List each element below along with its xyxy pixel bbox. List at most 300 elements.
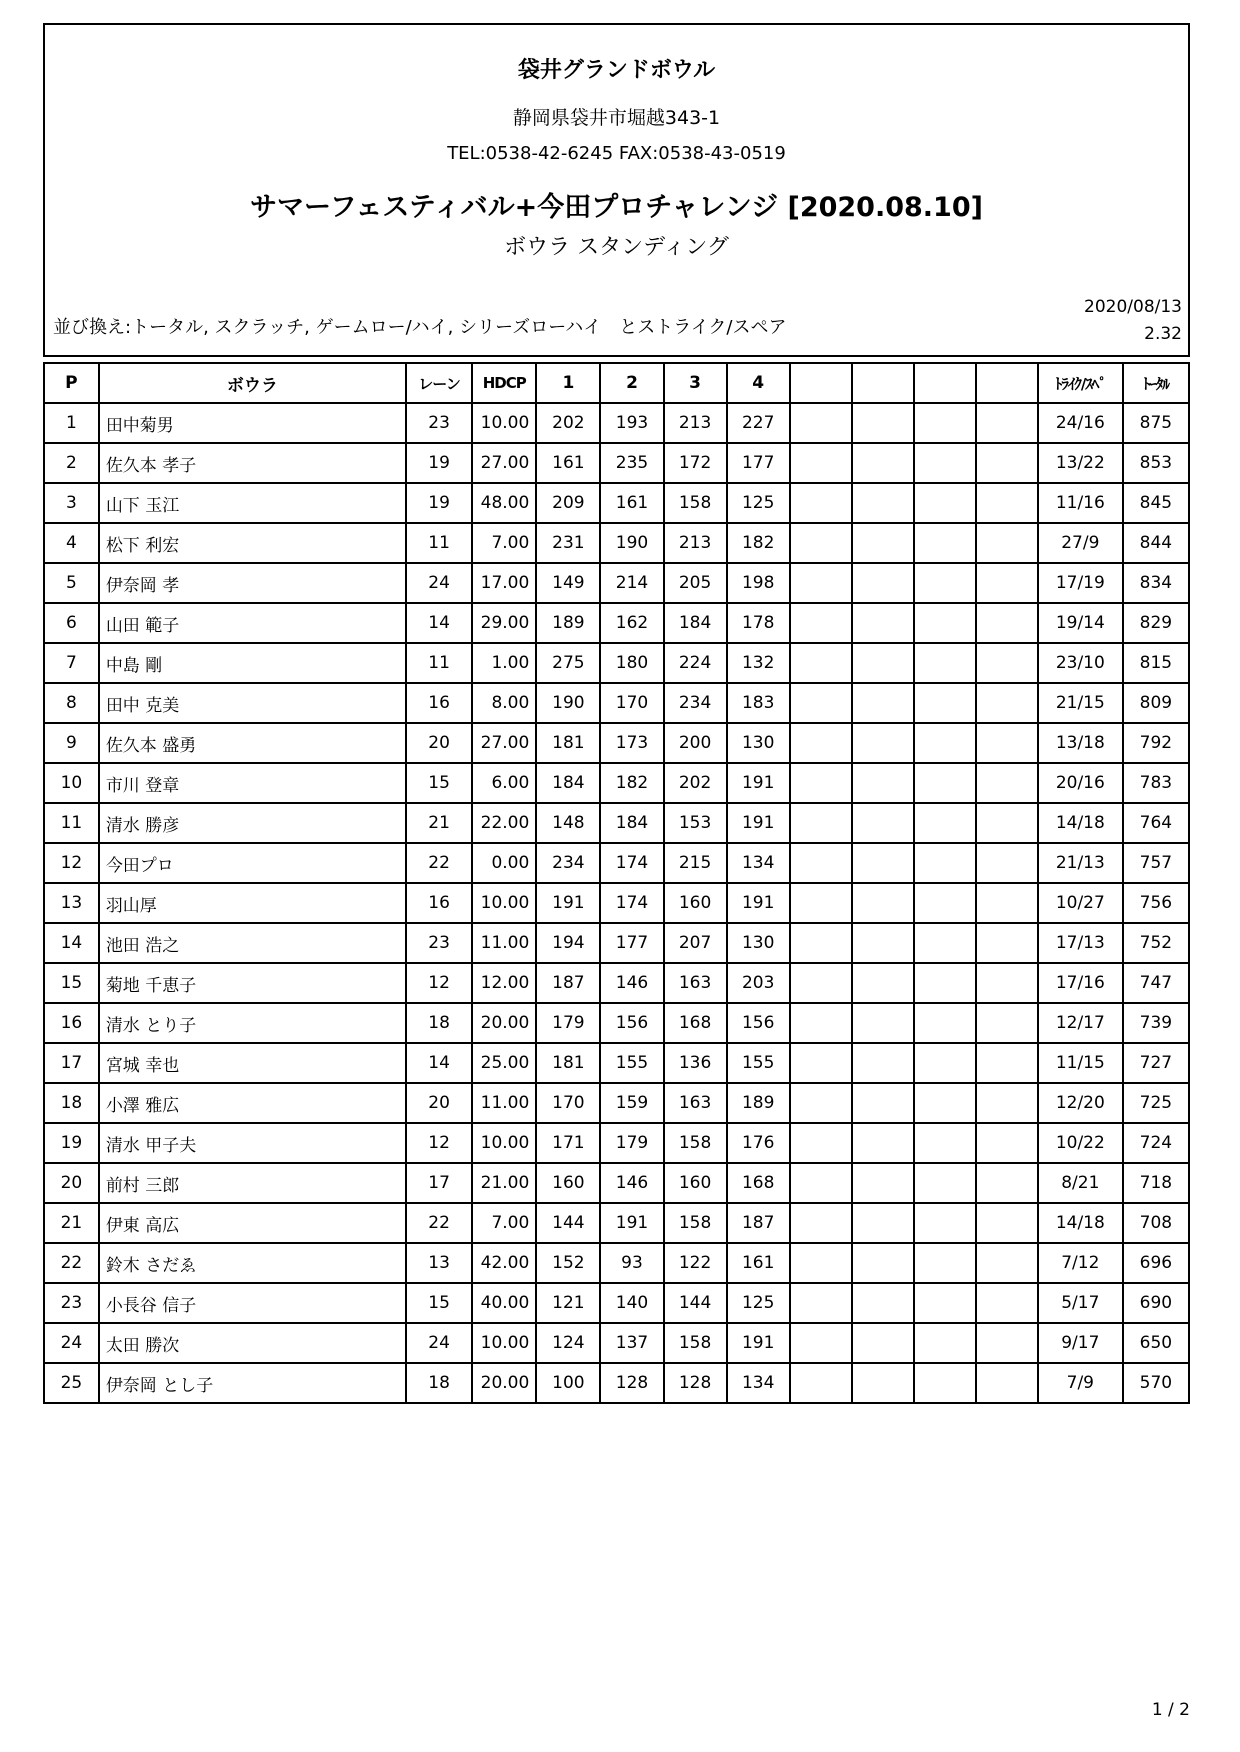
- position-cell: 20: [44, 1163, 99, 1203]
- game-3-cell: 184: [664, 603, 727, 643]
- total-cell: 834: [1123, 563, 1189, 603]
- lane-cell: 19: [406, 483, 472, 523]
- game-7-cell: [914, 883, 976, 923]
- game-8-cell: [976, 923, 1038, 963]
- print-date: 2020/08/13: [1084, 297, 1182, 317]
- game-7-cell: [914, 1243, 976, 1283]
- game-1-cell: 121: [536, 1283, 600, 1323]
- standings-table: [43, 362, 1190, 1404]
- game-8-cell: [976, 563, 1038, 603]
- lane-cell: 15: [406, 763, 472, 803]
- game-5-cell: [790, 683, 852, 723]
- col-header-game-1: 1: [536, 363, 600, 403]
- bowler-name-cell: 田中 克美: [99, 683, 406, 723]
- bowler-name-cell: 池田 浩之: [99, 923, 406, 963]
- position-cell: 3: [44, 483, 99, 523]
- game-1-cell: 149: [536, 563, 600, 603]
- table-row: [44, 1083, 1189, 1123]
- game-8-cell: [976, 1203, 1038, 1243]
- lane-cell: 24: [406, 563, 472, 603]
- hdcp-cell: 11.00: [472, 923, 536, 963]
- game-4-cell: 156: [727, 1003, 790, 1043]
- strike-spare-cell: 10/27: [1038, 883, 1123, 923]
- game-4-cell: 176: [727, 1123, 790, 1163]
- game-4-cell: 134: [727, 1363, 790, 1403]
- total-cell: 756: [1123, 883, 1189, 923]
- game-5-cell: [790, 963, 852, 1003]
- table-row: [44, 1003, 1189, 1043]
- game-4-cell: 191: [727, 763, 790, 803]
- game-4-cell: 191: [727, 883, 790, 923]
- position-cell: 18: [44, 1083, 99, 1123]
- strike-spare-cell: 12/17: [1038, 1003, 1123, 1043]
- hdcp-cell: 11.00: [472, 1083, 536, 1123]
- bowler-name-cell: 清水 勝彦: [99, 803, 406, 843]
- total-cell: 829: [1123, 603, 1189, 643]
- game-8-cell: [976, 1003, 1038, 1043]
- game-7-cell: [914, 843, 976, 883]
- total-cell: 690: [1123, 1283, 1189, 1323]
- game-4-cell: 168: [727, 1163, 790, 1203]
- game-2-cell: 235: [600, 443, 663, 483]
- game-6-cell: [852, 763, 914, 803]
- game-4-cell: 198: [727, 563, 790, 603]
- game-8-cell: [976, 1323, 1038, 1363]
- bowler-name-cell: 伊東 高広: [99, 1203, 406, 1243]
- lane-cell: 24: [406, 1323, 472, 1363]
- total-cell: 752: [1123, 923, 1189, 963]
- strike-spare-cell: 9/17: [1038, 1323, 1123, 1363]
- lane-cell: 22: [406, 843, 472, 883]
- bowler-name-cell: 伊奈岡 孝: [99, 563, 406, 603]
- hdcp-cell: 0.00: [472, 843, 536, 883]
- game-7-cell: [914, 1363, 976, 1403]
- game-2-cell: 146: [600, 963, 663, 1003]
- game-4-cell: 132: [727, 643, 790, 683]
- game-3-cell: 136: [664, 1043, 727, 1083]
- total-cell: 718: [1123, 1163, 1189, 1203]
- game-7-cell: [914, 1163, 976, 1203]
- game-4-cell: 130: [727, 723, 790, 763]
- position-cell: 8: [44, 683, 99, 723]
- bowler-name-cell: 太田 勝次: [99, 1323, 406, 1363]
- game-7-cell: [914, 643, 976, 683]
- game-5-cell: [790, 1123, 852, 1163]
- report-subtitle: ボウラ スタンディング: [504, 235, 729, 260]
- version-number: 2.32: [1144, 324, 1182, 344]
- strike-spare-cell: 8/21: [1038, 1163, 1123, 1203]
- game-1-cell: 171: [536, 1123, 600, 1163]
- hdcp-cell: 10.00: [472, 883, 536, 923]
- game-3-cell: 122: [664, 1243, 727, 1283]
- hdcp-cell: 27.00: [472, 443, 536, 483]
- hdcp-cell: 1.00: [472, 643, 536, 683]
- game-2-cell: 177: [600, 923, 663, 963]
- table-row: [44, 483, 1189, 523]
- game-1-cell: 234: [536, 843, 600, 883]
- bowler-name-cell: 今田プロ: [99, 843, 406, 883]
- table-header-row: [44, 363, 1189, 403]
- bowler-name-cell: 中島 剛: [99, 643, 406, 683]
- bowler-name-cell: 田中菊男: [99, 403, 406, 443]
- game-3-cell: 207: [664, 923, 727, 963]
- total-cell: 875: [1123, 403, 1189, 443]
- position-cell: 17: [44, 1043, 99, 1083]
- game-4-cell: 125: [727, 1283, 790, 1323]
- standings-body: [44, 403, 1189, 1403]
- venue-name: 袋井グランドボウル: [517, 58, 716, 83]
- lane-cell: 20: [406, 723, 472, 763]
- game-6-cell: [852, 1083, 914, 1123]
- game-3-cell: 163: [664, 963, 727, 1003]
- hdcp-cell: 20.00: [472, 1363, 536, 1403]
- lane-cell: 20: [406, 1083, 472, 1123]
- bowler-name-cell: 山田 範子: [99, 603, 406, 643]
- game-3-cell: 234: [664, 683, 727, 723]
- game-7-cell: [914, 1283, 976, 1323]
- game-4-cell: 183: [727, 683, 790, 723]
- bowler-name-cell: 宮城 幸也: [99, 1043, 406, 1083]
- game-6-cell: [852, 1243, 914, 1283]
- lane-cell: 23: [406, 923, 472, 963]
- game-6-cell: [852, 403, 914, 443]
- strike-spare-cell: 12/20: [1038, 1083, 1123, 1123]
- game-2-cell: 137: [600, 1323, 663, 1363]
- game-8-cell: [976, 723, 1038, 763]
- game-2-cell: 184: [600, 803, 663, 843]
- game-7-cell: [914, 1203, 976, 1243]
- game-2-cell: 93: [600, 1243, 663, 1283]
- game-6-cell: [852, 923, 914, 963]
- lane-cell: 13: [406, 1243, 472, 1283]
- position-cell: 6: [44, 603, 99, 643]
- game-7-cell: [914, 403, 976, 443]
- table-row: [44, 803, 1189, 843]
- col-header-game-3: 3: [664, 363, 727, 403]
- col-header-lane: レーン: [406, 363, 472, 403]
- game-7-cell: [914, 603, 976, 643]
- game-3-cell: 224: [664, 643, 727, 683]
- game-4-cell: 191: [727, 1323, 790, 1363]
- strike-spare-cell: 10/22: [1038, 1123, 1123, 1163]
- game-5-cell: [790, 723, 852, 763]
- hdcp-cell: 8.00: [472, 683, 536, 723]
- total-cell: 724: [1123, 1123, 1189, 1163]
- game-5-cell: [790, 603, 852, 643]
- hdcp-cell: 7.00: [472, 523, 536, 563]
- game-8-cell: [976, 1283, 1038, 1323]
- table-row: [44, 603, 1189, 643]
- game-3-cell: 160: [664, 883, 727, 923]
- table-row: [44, 643, 1189, 683]
- game-2-cell: 214: [600, 563, 663, 603]
- position-cell: 12: [44, 843, 99, 883]
- game-5-cell: [790, 1203, 852, 1243]
- col-header-position: P: [44, 363, 99, 403]
- position-cell: 21: [44, 1203, 99, 1243]
- strike-spare-cell: 7/9: [1038, 1363, 1123, 1403]
- game-5-cell: [790, 843, 852, 883]
- game-4-cell: 182: [727, 523, 790, 563]
- game-6-cell: [852, 603, 914, 643]
- game-1-cell: 209: [536, 483, 600, 523]
- lane-cell: 12: [406, 963, 472, 1003]
- game-6-cell: [852, 683, 914, 723]
- game-5-cell: [790, 443, 852, 483]
- game-1-cell: 184: [536, 763, 600, 803]
- game-5-cell: [790, 883, 852, 923]
- game-7-cell: [914, 563, 976, 603]
- game-6-cell: [852, 483, 914, 523]
- bowler-name-cell: 松下 利宏: [99, 523, 406, 563]
- game-6-cell: [852, 1163, 914, 1203]
- bowler-name-cell: 前村 三郎: [99, 1163, 406, 1203]
- game-1-cell: 148: [536, 803, 600, 843]
- bowler-name-cell: 清水 甲子夫: [99, 1123, 406, 1163]
- game-6-cell: [852, 643, 914, 683]
- game-7-cell: [914, 683, 976, 723]
- total-cell: 844: [1123, 523, 1189, 563]
- game-3-cell: 158: [664, 1323, 727, 1363]
- col-header-game-2: 2: [600, 363, 663, 403]
- lane-cell: 14: [406, 603, 472, 643]
- game-4-cell: 203: [727, 963, 790, 1003]
- position-cell: 4: [44, 523, 99, 563]
- game-3-cell: 144: [664, 1283, 727, 1323]
- total-cell: 650: [1123, 1323, 1189, 1363]
- game-3-cell: 158: [664, 483, 727, 523]
- position-cell: 2: [44, 443, 99, 483]
- game-5-cell: [790, 1323, 852, 1363]
- event-title: サマーフェスティバル+今田プロチャレンジ [2020.08.10]: [250, 192, 983, 223]
- game-4-cell: 189: [727, 1083, 790, 1123]
- position-cell: 23: [44, 1283, 99, 1323]
- table-row: [44, 883, 1189, 923]
- table-row: [44, 683, 1189, 723]
- position-cell: 24: [44, 1323, 99, 1363]
- table-row: [44, 443, 1189, 483]
- strike-spare-cell: 17/13: [1038, 923, 1123, 963]
- game-2-cell: 162: [600, 603, 663, 643]
- hdcp-cell: 42.00: [472, 1243, 536, 1283]
- game-7-cell: [914, 1323, 976, 1363]
- game-7-cell: [914, 443, 976, 483]
- game-5-cell: [790, 563, 852, 603]
- game-5-cell: [790, 1003, 852, 1043]
- table-row: [44, 1163, 1189, 1203]
- position-cell: 19: [44, 1123, 99, 1163]
- game-2-cell: 156: [600, 1003, 663, 1043]
- game-1-cell: 202: [536, 403, 600, 443]
- strike-spare-cell: 5/17: [1038, 1283, 1123, 1323]
- hdcp-cell: 10.00: [472, 1323, 536, 1363]
- total-cell: 739: [1123, 1003, 1189, 1043]
- bowler-name-cell: 小長谷 信子: [99, 1283, 406, 1323]
- game-4-cell: 155: [727, 1043, 790, 1083]
- game-2-cell: 140: [600, 1283, 663, 1323]
- game-1-cell: 189: [536, 603, 600, 643]
- col-header-game-8: [976, 363, 1038, 403]
- table-row: [44, 923, 1189, 963]
- game-4-cell: 187: [727, 1203, 790, 1243]
- table-row: [44, 1283, 1189, 1323]
- total-cell: 727: [1123, 1043, 1189, 1083]
- lane-cell: 11: [406, 643, 472, 683]
- hdcp-cell: 12.00: [472, 963, 536, 1003]
- hdcp-cell: 25.00: [472, 1043, 536, 1083]
- position-cell: 9: [44, 723, 99, 763]
- total-cell: 757: [1123, 843, 1189, 883]
- total-cell: 747: [1123, 963, 1189, 1003]
- table-row: [44, 403, 1189, 443]
- total-cell: 764: [1123, 803, 1189, 843]
- strike-spare-cell: 7/12: [1038, 1243, 1123, 1283]
- game-5-cell: [790, 1043, 852, 1083]
- game-2-cell: 173: [600, 723, 663, 763]
- game-3-cell: 158: [664, 1203, 727, 1243]
- bowler-name-cell: 山下 玉江: [99, 483, 406, 523]
- total-cell: 853: [1123, 443, 1189, 483]
- total-cell: 696: [1123, 1243, 1189, 1283]
- col-header-game-6: [852, 363, 914, 403]
- game-1-cell: 124: [536, 1323, 600, 1363]
- position-cell: 16: [44, 1003, 99, 1043]
- position-cell: 14: [44, 923, 99, 963]
- table-row: [44, 1323, 1189, 1363]
- game-1-cell: 144: [536, 1203, 600, 1243]
- hdcp-cell: 29.00: [472, 603, 536, 643]
- game-1-cell: 275: [536, 643, 600, 683]
- game-6-cell: [852, 1003, 914, 1043]
- game-8-cell: [976, 1163, 1038, 1203]
- report-header: [43, 23, 1190, 357]
- game-2-cell: 146: [600, 1163, 663, 1203]
- table-row: [44, 1123, 1189, 1163]
- position-cell: 7: [44, 643, 99, 683]
- game-6-cell: [852, 723, 914, 763]
- game-2-cell: 174: [600, 843, 663, 883]
- lane-cell: 19: [406, 443, 472, 483]
- game-7-cell: [914, 523, 976, 563]
- game-3-cell: 213: [664, 523, 727, 563]
- strike-spare-cell: 13/22: [1038, 443, 1123, 483]
- strike-spare-cell: 20/16: [1038, 763, 1123, 803]
- venue-address: 静岡県袋井市堀越343-1: [512, 107, 721, 129]
- game-4-cell: 227: [727, 403, 790, 443]
- strike-spare-cell: 11/16: [1038, 483, 1123, 523]
- game-6-cell: [852, 883, 914, 923]
- game-6-cell: [852, 803, 914, 843]
- table-row: [44, 763, 1189, 803]
- game-2-cell: 161: [600, 483, 663, 523]
- table-row: [44, 1243, 1189, 1283]
- game-3-cell: 205: [664, 563, 727, 603]
- game-8-cell: [976, 1243, 1038, 1283]
- game-8-cell: [976, 803, 1038, 843]
- lane-cell: 22: [406, 1203, 472, 1243]
- total-cell: 570: [1123, 1363, 1189, 1403]
- game-7-cell: [914, 963, 976, 1003]
- game-5-cell: [790, 803, 852, 843]
- total-cell: 815: [1123, 643, 1189, 683]
- game-7-cell: [914, 1003, 976, 1043]
- lane-cell: 14: [406, 1043, 472, 1083]
- table-row: [44, 1203, 1189, 1243]
- bowler-name-cell: 鈴木 さだゑ: [99, 1243, 406, 1283]
- game-3-cell: 215: [664, 843, 727, 883]
- col-header-game-4: 4: [727, 363, 790, 403]
- strike-spare-cell: 14/18: [1038, 1203, 1123, 1243]
- hdcp-cell: 6.00: [472, 763, 536, 803]
- game-8-cell: [976, 523, 1038, 563]
- strike-spare-cell: 11/15: [1038, 1043, 1123, 1083]
- game-4-cell: 191: [727, 803, 790, 843]
- game-8-cell: [976, 1083, 1038, 1123]
- table-row: [44, 563, 1189, 603]
- total-cell: 792: [1123, 723, 1189, 763]
- position-cell: 10: [44, 763, 99, 803]
- game-7-cell: [914, 723, 976, 763]
- game-1-cell: 231: [536, 523, 600, 563]
- col-header-hdcp: HDCP: [472, 363, 536, 403]
- game-6-cell: [852, 1323, 914, 1363]
- game-1-cell: 160: [536, 1163, 600, 1203]
- table-row: [44, 843, 1189, 883]
- game-6-cell: [852, 1363, 914, 1403]
- game-1-cell: 179: [536, 1003, 600, 1043]
- bowler-name-cell: 小澤 雅広: [99, 1083, 406, 1123]
- col-header-game-7: [914, 363, 976, 403]
- game-5-cell: [790, 1163, 852, 1203]
- game-3-cell: 153: [664, 803, 727, 843]
- game-5-cell: [790, 763, 852, 803]
- game-2-cell: 190: [600, 523, 663, 563]
- game-3-cell: 172: [664, 443, 727, 483]
- lane-cell: 15: [406, 1283, 472, 1323]
- hdcp-cell: 7.00: [472, 1203, 536, 1243]
- position-cell: 22: [44, 1243, 99, 1283]
- col-header-strike-spare: ﾄﾗｲｸ/ｽﾍﾟ: [1038, 363, 1123, 403]
- hdcp-cell: 22.00: [472, 803, 536, 843]
- bowler-name-cell: 市川 登章: [99, 763, 406, 803]
- game-8-cell: [976, 1363, 1038, 1403]
- game-2-cell: 170: [600, 683, 663, 723]
- game-5-cell: [790, 643, 852, 683]
- table-row: [44, 523, 1189, 563]
- game-8-cell: [976, 643, 1038, 683]
- lane-cell: 12: [406, 1123, 472, 1163]
- game-2-cell: 180: [600, 643, 663, 683]
- game-4-cell: 177: [727, 443, 790, 483]
- strike-spare-cell: 21/15: [1038, 683, 1123, 723]
- game-1-cell: 161: [536, 443, 600, 483]
- venue-contact: TEL:0538-42-6245 FAX:0538-43-0519: [447, 143, 786, 164]
- game-2-cell: 193: [600, 403, 663, 443]
- position-cell: 11: [44, 803, 99, 843]
- position-cell: 1: [44, 403, 99, 443]
- strike-spare-cell: 24/16: [1038, 403, 1123, 443]
- game-1-cell: 190: [536, 683, 600, 723]
- game-6-cell: [852, 523, 914, 563]
- game-6-cell: [852, 563, 914, 603]
- game-8-cell: [976, 603, 1038, 643]
- bowler-name-cell: 佐久本 盛勇: [99, 723, 406, 763]
- position-cell: 13: [44, 883, 99, 923]
- position-cell: 5: [44, 563, 99, 603]
- game-6-cell: [852, 843, 914, 883]
- game-8-cell: [976, 443, 1038, 483]
- strike-spare-cell: 23/10: [1038, 643, 1123, 683]
